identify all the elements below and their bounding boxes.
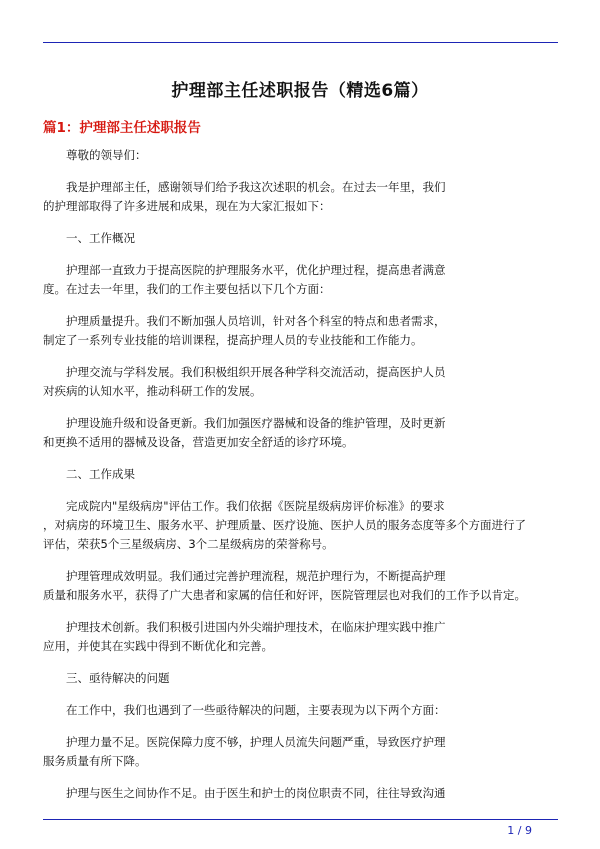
paragraph: 完成院内"星级病房"评估工作。我们依据《医院星级病房评价标准》的要求 ，对病房的环境卫生、服务水平、护理质量、医疗设施、医护人员的服务态度等多个方面进行了 评估，荣获5个三星级病房、3个二星级病房的荣誉称号。 (43, 499, 526, 551)
paragraph: 护理设施升级和设备更新。我们加强医疗器械和设备的维护管理，及时更新 和更换不适用的器械及设备，营造更加安全舒适的诊疗环境。 (43, 416, 446, 449)
paragraph: 护理交流与学科发展。我们积极组织开展各种学科交流活动，提高医护人员 对疾病的认知水平，推动科研工作的发展。 (43, 365, 446, 398)
section-title: 篇1：护理部主任述职报告 (43, 120, 201, 136)
heading-paragraph: 一、工作概况 (66, 231, 135, 245)
document-title: 护理部主任述职报告（精选6篇） (171, 81, 429, 101)
page-number: 1 / 9 (507, 824, 532, 837)
paragraph: 护理与医生之间协作不足。由于医生和护士的岗位职责不同，往往导致沟通 (66, 786, 446, 800)
paragraph: 护理质量提升。我们不断加强人员培训，针对各个科室的特点和患者需求， 制定了一系列专业技能的培训课程，提高护理人员的专业技能和工作能力。 (43, 314, 446, 347)
paragraph: 护理部一直致力于提高医院的护理服务水平，优化护理过程，提高患者满意 度。在过去一年里，我们的工作主要包括以下几个方面： (43, 263, 446, 296)
paragraph: 在工作中，我们也遇到了一些亟待解决的问题，主要表现为以下两个方面： (66, 703, 446, 717)
paragraph: 我是护理部主任，感谢领导们给予我这次述职的机会。在过去一年里，我们 的护理部取得了许多进展和成果，现在为大家汇报如下： (43, 180, 446, 213)
paragraph: 护理力量不足。医院保障力度不够，护理人员流失问题严重，导致医疗护理 服务质量有所下降。 (43, 735, 446, 768)
paragraph: 尊敬的领导们： (66, 148, 147, 162)
footer-rule (43, 819, 558, 820)
paragraph: 护理技术创新。我们积极引进国内外尖端护理技术，在临床护理实践中推广 应用，并使其在实践中得到不断优化和完善。 (43, 620, 446, 653)
header-rule (43, 42, 558, 43)
document-body (43, 146, 558, 816)
heading-paragraph: 三、亟待解决的问题 (66, 671, 170, 685)
paragraph: 护理管理成效明显。我们通过完善护理流程，规范护理行为，不断提高护理 质量和服务水平，获得了广大患者和家属的信任和好评，医院管理层也对我们的工作予以肯定。 (43, 569, 526, 602)
heading-paragraph: 二、工作成果 (66, 467, 135, 481)
